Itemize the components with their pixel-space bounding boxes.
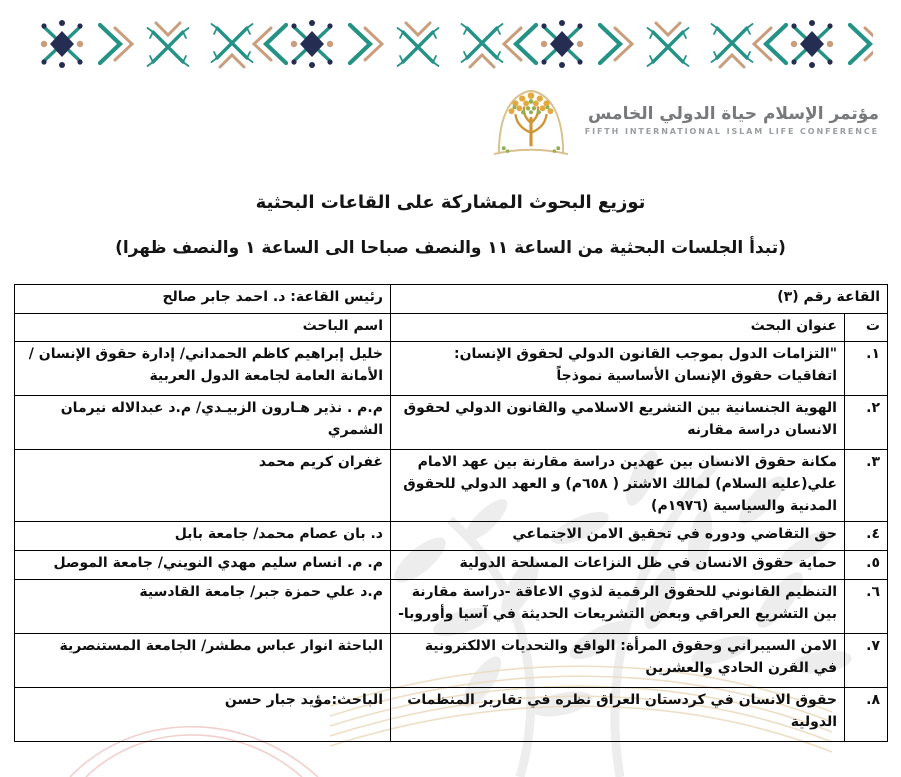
table-row	[15, 551, 888, 580]
research-title-cell: التنظيم القانوني للحقوق الرقمية لذوي الاعاقة -دراسة مقارنة بين التشريع العراقي وبعض التشريعات الحديثة في آسيا وأوروبا-	[391, 579, 845, 633]
conference-logo	[485, 82, 879, 158]
research-title-cell: "التزامات الدول بموجب القانون الدولي لحقوق الإنسان: اتفاقيات حقوق الإنسان الأساسية نموذجاً	[391, 342, 845, 396]
tree-arch-logo-icon	[485, 82, 577, 158]
schedule-table	[14, 284, 888, 742]
researcher-name-cell: م.م . نذير هـارون الزبيـدي/ م.د عبدالاله نيرمان الشمري	[15, 396, 391, 450]
row-number-cell: ٥.	[845, 551, 888, 580]
row-number-cell: ٤.	[845, 522, 888, 551]
hall-chair-header-cell: رئيس القاعة: د. احمد جابر صالح	[15, 285, 391, 314]
table-row	[15, 687, 888, 741]
research-title-cell: حماية حقوق الانسان في ظل النزاعات المسلحة الدولية	[391, 551, 845, 580]
column-header-researcher-name: اسم الباحث	[15, 313, 391, 342]
column-header-research-title: عنوان البحث	[391, 313, 845, 342]
researcher-name-cell: غفران كريم محمد	[15, 450, 391, 522]
hall-number-header-cell: القاعة رقم (٣)	[391, 285, 888, 314]
row-number-cell: ٨.	[845, 687, 888, 741]
column-header-index: ت	[845, 313, 888, 342]
table-row	[15, 450, 888, 522]
page-subtitle: (تبدأ الجلسات البحثية من الساعة ١١ والنصف صباحا الى الساعة ١ والنصف ظهرا)	[115, 238, 786, 258]
research-title-cell: مكانة حقوق الانسان بين عهدين دراسة مقارنة بين عهد الامام علي(عليه السلام) لمالك الاشتر ( ٦٥٨م) و العهد الدولي للحقوق المدنية والسياسية (١٩٧٦م)	[391, 450, 845, 522]
researcher-name-cell: الباحثة انوار عباس مطشر/ الجامعة المستنصرية	[15, 633, 391, 687]
table-row	[15, 579, 888, 633]
researcher-name-cell: د. بان عصام محمد/ جامعة بابل	[15, 522, 391, 551]
research-title-cell: حق التقاضي ودوره في تحقيق الامن الاجتماعي	[391, 522, 845, 551]
table-row	[15, 396, 888, 450]
logo-subtitle-english: FIFTH INTERNATIONAL ISLAM LIFE CONFERENCE	[584, 127, 879, 137]
researcher-name-cell: م. م. انسام سليم مهدي النويني/ جامعة الموصل	[15, 551, 391, 580]
table-row	[15, 342, 888, 396]
table-row	[15, 633, 888, 687]
research-title-cell: الامن السيبراني وحقوق المرأة: الواقع والتحديات الالكترونية في القرن الحادي والعشرين	[391, 633, 845, 687]
researcher-name-cell: الباحث:مؤيد جبار حسن	[15, 687, 391, 741]
row-number-cell: ٧.	[845, 633, 888, 687]
logo-title-arabic: مؤتمر الإسلام حياة الدولي الخامس	[588, 103, 879, 124]
research-title-cell: الهوية الجنسانية بين التشريع الاسلامي والقانون الدولي لحقوق الانسان دراسة مقارنه	[391, 396, 845, 450]
row-number-cell: ١.	[845, 342, 888, 396]
geometric-border-pattern-icon	[28, 16, 873, 72]
row-number-cell: ٦.	[845, 579, 888, 633]
table-row	[15, 522, 888, 551]
page-title: توزيع البحوث المشاركة على القاعات البحثية	[255, 192, 646, 213]
row-number-cell: ٣.	[845, 450, 888, 522]
researcher-name-cell: خليل إبراهيم كاظم الحمداني/ إدارة حقوق الإنسان / الأمانة العامة لجامعة الدول العربية	[15, 342, 391, 396]
row-number-cell: ٢.	[845, 396, 888, 450]
research-title-cell: حقوق الانسان في كردستان العراق نظره في تقارير المنظمات الدولية	[391, 687, 845, 741]
researcher-name-cell: م.د علي حمزة جبر/ جامعة القادسية	[15, 579, 391, 633]
